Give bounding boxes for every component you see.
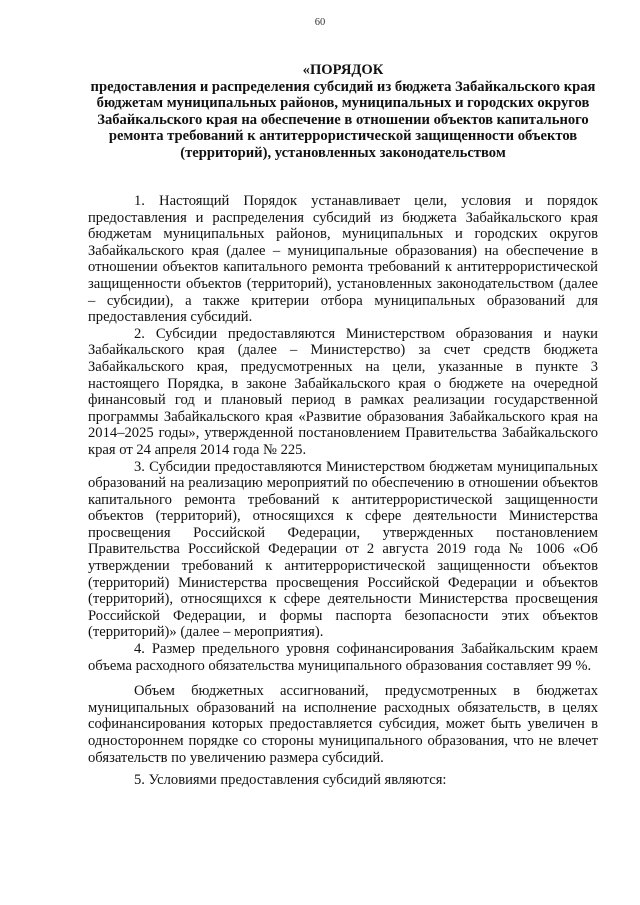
document-title [88,62,598,162]
paragraph-4-continued: Объем бюджетных ассигнований, предусмотренных в бюджетах муниципальных образований на исполнение расходных обязательств, в целях софинансирования которых предоставляется субсидия, может быть увеличен в одностороннем порядке со стороны муниципального образования, что не влечет обязательств по увеличению размера субсидий. [88,683,598,766]
paragraph-2: 2. Субсидии предоставляются Министерством образования и науки Забайкальского края (далее – Министерство) за счет средств бюджета Забайкальского края, предусмотренных на цели, указанные в пункте 3 настоящего Порядка, в законе Забайкальского края о бюджете на очередной финансовый год и плановый период в рамках реализации государственной программы Забайкальского края «Развитие образования Забайкальского края на 2014–2025 годы», утвержденной постановлением Правительства Забайкальского края от 24 апреля 2014 года № 225. [88,325,598,458]
page-number: 60 [314,17,326,28]
paragraph-1: 1. Настоящий Порядок устанавливает цели, условия и порядок предоставления и распределения субсидий из бюджета Забайкальского края бюджетам муниципальных районов, муниципальных и городских округов Забайкальского края (далее – муниципальные образования) на обеспечение в отношении объектов капитального ремонта требований к антитеррористической защищенности объектов (территорий), установленных законодательством (далее – субсидии), а также критерии отбора муниципальных образований для предоставления субсидий. [88,193,598,326]
document-body [88,193,598,789]
paragraph-4: 4. Размер предельного уровня софинансирования Забайкальским краем объема расходного обязательства муниципального образования составляет 99 %. [88,641,598,674]
paragraph-5: 5. Условиями предоставления субсидий являются: [134,772,447,789]
title-subheading: предоставления и распределения субсидий из бюджета Забайкальского края бюджетам муниципальных районов, муниципальных и городских округов Забайкальского края на обеспечение в отношении объектов капитального ремонта требований к антитеррористической защищенности объектов (территорий), установленных законодательством [90,78,596,161]
title-heading: «ПОРЯДОК [302,62,384,78]
paragraph-3: 3. Субсидии предоставляются Министерством бюджетам муниципальных образований на реализацию мероприятий по обеспечению в отношении объектов капитального ремонта требований к антитеррористической защищенности объектов (территорий), относящихся к сфере деятельности Министерства просвещения Российской Федерации, утвержденных постановлением Правительства Российской Федерации от 2 августа 2019 года № 1006 «Об утверждении требований к антитеррористической защищенности объектов (территорий) Министерства просвещения Российской Федерации и объектов (территорий), относящихся к сфере деятельности Министерства просвещения Российской Федерации, и формы паспорта безопасности этих объектов (территорий)» (далее – мероприятия). [88,458,598,641]
